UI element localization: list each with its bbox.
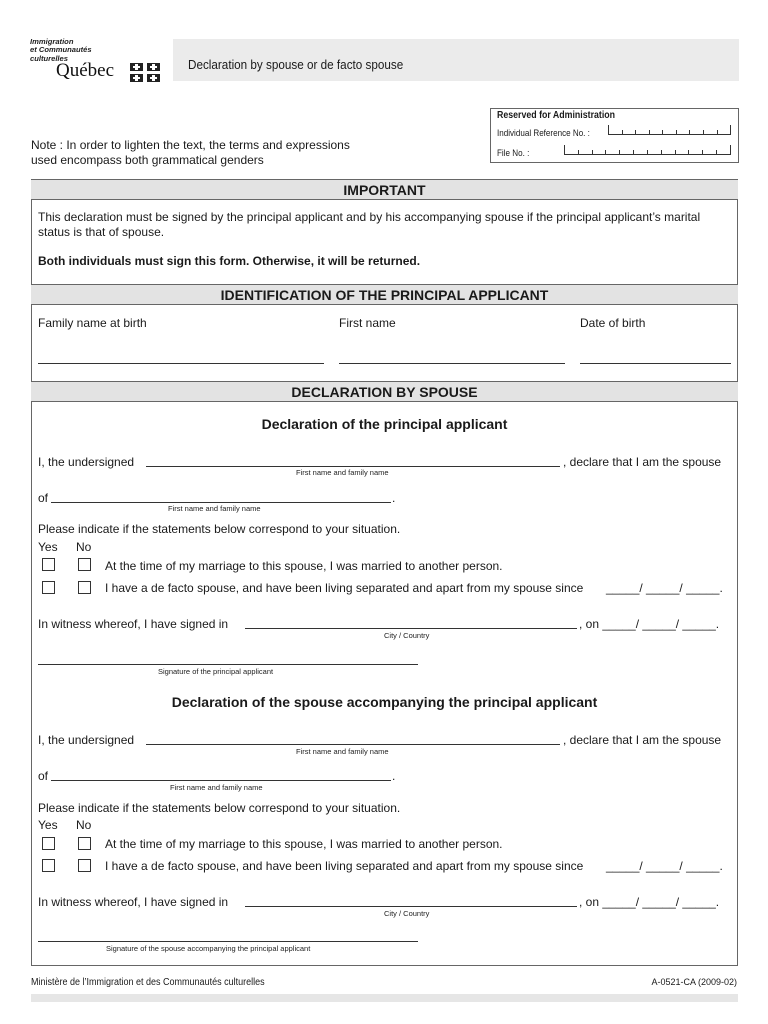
spouse-stmt1-yes-checkbox[interactable] (42, 837, 55, 850)
city-caption: City / Country (384, 909, 430, 918)
period: . (392, 491, 396, 505)
principal-city-field[interactable] (245, 628, 577, 629)
witness-text: In witness whereof, I have signed in (38, 617, 229, 631)
principal-signature-caption: Signature of the principal applicant (158, 667, 274, 676)
spouse-name-caption: First name and family name (170, 783, 263, 792)
spouse-subheading: Declaration of the spouse accompanying the principal applicant (171, 694, 598, 710)
logo-line: Immigration (30, 37, 74, 46)
statement-married-other: At the time of my marriage to this spouse, I was married to another person. (105, 559, 503, 573)
period: . (392, 769, 396, 783)
admin-title: Reserved for Administration (497, 110, 616, 121)
undersigned-label: I, the undersigned (38, 733, 135, 747)
stmt1-no-checkbox[interactable] (78, 558, 91, 571)
footer-form-code: A-0521-CA (2009-02) (651, 977, 737, 987)
statement-de-facto: I have a de facto spouse, and have been living separated and apart from my spouse since (105, 581, 584, 595)
yes-label: Yes (38, 540, 58, 554)
logo-line: culturelles (30, 53, 68, 63)
spouse-signature-field[interactable] (38, 941, 418, 942)
spouse-signature-caption: Signature of the spouse accompanying the principal applicant (106, 944, 311, 953)
identification-heading: IDENTIFICATION OF THE PRINCIPAL APPLICANT (31, 284, 738, 305)
principal-subheading: Declaration of the principal applicant (261, 416, 508, 432)
declare-spouse-text: , declare that I am the spouse (563, 455, 722, 469)
declaration-heading: DECLARATION BY SPOUSE (31, 381, 738, 402)
first-name-field[interactable] (339, 363, 565, 364)
footer-band (31, 994, 738, 1002)
name-caption: First name and family name (296, 747, 389, 756)
principal-spouse-name-field[interactable] (51, 502, 391, 503)
footer-ministry: Ministère de l’Immigration et des Communautés culturelles (31, 977, 265, 988)
file-number-field[interactable] (564, 145, 731, 155)
of-label: of (38, 491, 49, 505)
no-label: No (76, 818, 92, 832)
spouse-stmt2-no-checkbox[interactable] (78, 859, 91, 872)
note-line: used encompass both grammatical genders (31, 153, 264, 167)
important-heading: IMPORTANT (31, 179, 738, 200)
quebec-wordmark: Québec (56, 60, 115, 81)
note-line: Note : In order to lighten the text, the terms and expressions (31, 138, 350, 152)
date-of-birth-label: Date of birth (580, 316, 646, 330)
first-name-label: First name (339, 316, 396, 330)
date-of-birth-field[interactable] (580, 363, 731, 364)
stmt1-yes-checkbox[interactable] (42, 558, 55, 571)
spouse-stmt1-no-checkbox[interactable] (78, 837, 91, 850)
spouse-city-field[interactable] (245, 906, 577, 907)
stmt2-yes-checkbox[interactable] (42, 581, 55, 594)
name-caption: First name and family name (296, 468, 389, 477)
witness-text: In witness whereof, I have signed in (38, 895, 229, 909)
city-caption: City / Country (384, 631, 430, 640)
principal-signature-field[interactable] (38, 664, 418, 665)
document-title: Declaration by spouse or de facto spouse (188, 57, 404, 72)
of-label: of (38, 769, 49, 783)
yes-label: Yes (38, 818, 58, 832)
spouse-stmt2-yes-checkbox[interactable] (42, 859, 55, 872)
fleur-de-lis-flag-icon (130, 63, 160, 83)
please-indicate-text: Please indicate if the statements below correspond to your situation. (38, 801, 401, 815)
separation-date-field[interactable]: _____/ _____/ _____. (606, 859, 723, 873)
family-name-field[interactable] (38, 363, 324, 364)
reference-number-label: Individual Reference No. : (497, 128, 590, 139)
reference-number-field[interactable] (608, 125, 731, 135)
spouse-name-field[interactable] (146, 744, 560, 745)
important-text: This declaration must be signed by the principal applicant and by his accompanying spouse if the principal applicant’s marital status is that of spouse. (38, 210, 701, 239)
important-warning: Both individuals must sign this form. Otherwise, it will be returned. (38, 254, 421, 268)
please-indicate-text: Please indicate if the statements below correspond to your situation. (38, 522, 401, 536)
spouse-principal-name-field[interactable] (51, 780, 391, 781)
declare-spouse-text: , declare that I am the spouse (563, 733, 722, 747)
principal-name-field[interactable] (146, 466, 560, 467)
separation-date-field[interactable]: _____/ _____/ _____. (606, 581, 723, 595)
statement-married-other: At the time of my marriage to this spouse, I was married to another person. (105, 837, 503, 851)
file-number-label: File No. : (497, 148, 530, 159)
no-label: No (76, 540, 92, 554)
signing-date-field[interactable]: , on _____/ _____/ _____. (579, 895, 720, 909)
signing-date-field[interactable]: , on _____/ _____/ _____. (579, 617, 720, 631)
stmt2-no-checkbox[interactable] (78, 581, 91, 594)
undersigned-label: I, the undersigned (38, 455, 135, 469)
logo-line: et Communautés (30, 45, 92, 55)
gender-note (31, 138, 350, 168)
statement-de-facto: I have a de facto spouse, and have been living separated and apart from my spouse since (105, 859, 584, 873)
family-name-label: Family name at birth (38, 316, 147, 330)
spouse-name-caption: First name and family name (168, 504, 261, 513)
